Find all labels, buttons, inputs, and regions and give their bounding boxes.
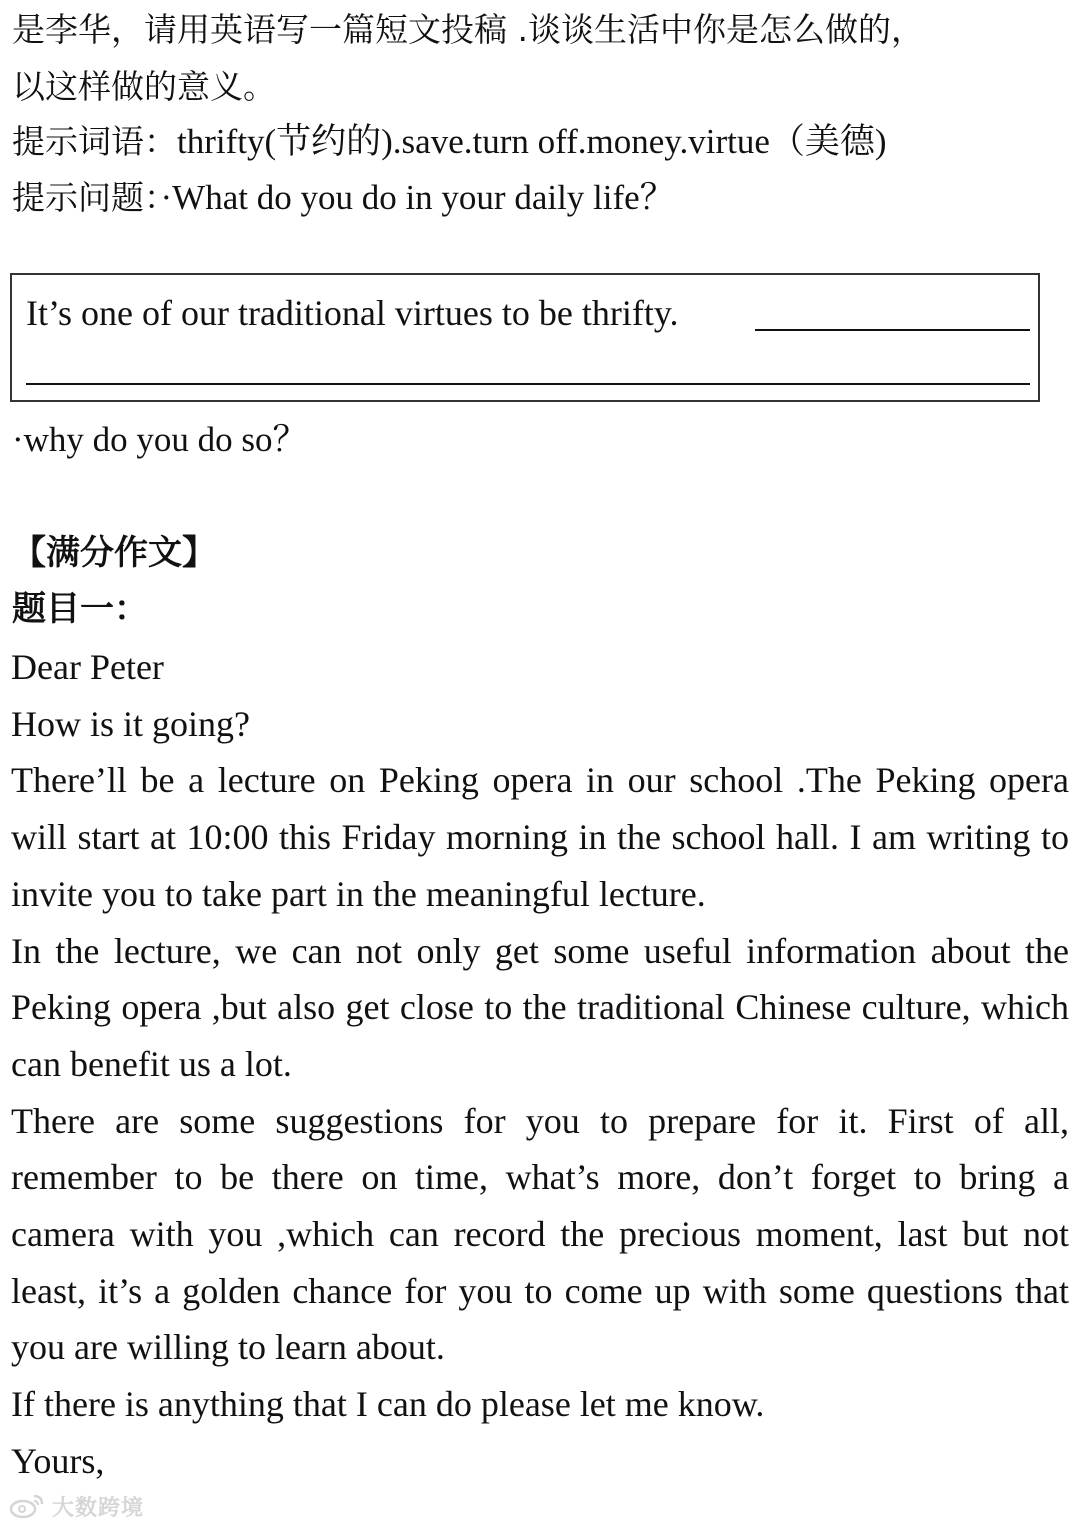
answer-blank-line-2	[26, 383, 1030, 385]
letter-paragraph: In the lecture, we can not only get some useful information about the Peking opera ,but also get close to the traditional Chinese culture, which can benefit us a lot.	[11, 930, 1069, 1084]
watermark-text: 大数跨境	[52, 1495, 145, 1521]
hint-question-1: ·What do you do in your daily life？	[160, 178, 675, 217]
letter-paragraph: There are some suggestions for you to prepare for it. First of all, remember to be there on time, what’s more, don’t forget to bring a camera with you ,which can record the precious moment, last but not least, it’s a golden chance for you to come up with some questions that you are willing to learn about.	[11, 1100, 1069, 1368]
answer-blank-line-1	[755, 329, 1030, 331]
hint-questions-line	[12, 178, 675, 218]
hint-words-line	[12, 122, 887, 162]
hint-question-2: ·why do you do so？	[12, 420, 308, 459]
hint-questions-label: 提示问题：	[12, 178, 161, 217]
hint-words-text: thrifty(节约的).save.turn off.money.virtue（美德)	[177, 122, 887, 161]
model-essay-letter	[11, 639, 1069, 1490]
prompt-line-2: 以这样做的意义。	[12, 67, 276, 106]
letter-greeting: How is it going?	[11, 703, 250, 744]
hint-words-label: 提示词语：	[12, 122, 177, 161]
answer-opening-sentence: It’s one of our traditional virtues to be thrifty.	[26, 293, 679, 333]
prompt-line-1: 是李华，请用英语写一篇短文投稿 .谈谈生活中你是怎么做的，	[12, 10, 924, 49]
weibo-logo-icon	[8, 1492, 48, 1520]
watermark	[8, 1490, 144, 1522]
letter-paragraph: There’ll be a lecture on Peking opera in our school .The Peking opera will start at 10:00 this Friday morning in the school hall. I am writing to invite you to take part in the meaningful lecture.	[11, 760, 1069, 914]
section-heading: 【满分作文】	[12, 533, 216, 573]
letter-paragraph: If there is anything that I can do please let me know.	[11, 1384, 765, 1425]
answer-box	[10, 273, 1040, 402]
letter-salutation: Dear Peter	[11, 647, 164, 687]
letter-closing: Yours,	[11, 1440, 105, 1481]
topic-heading: 题目一：	[12, 589, 148, 629]
